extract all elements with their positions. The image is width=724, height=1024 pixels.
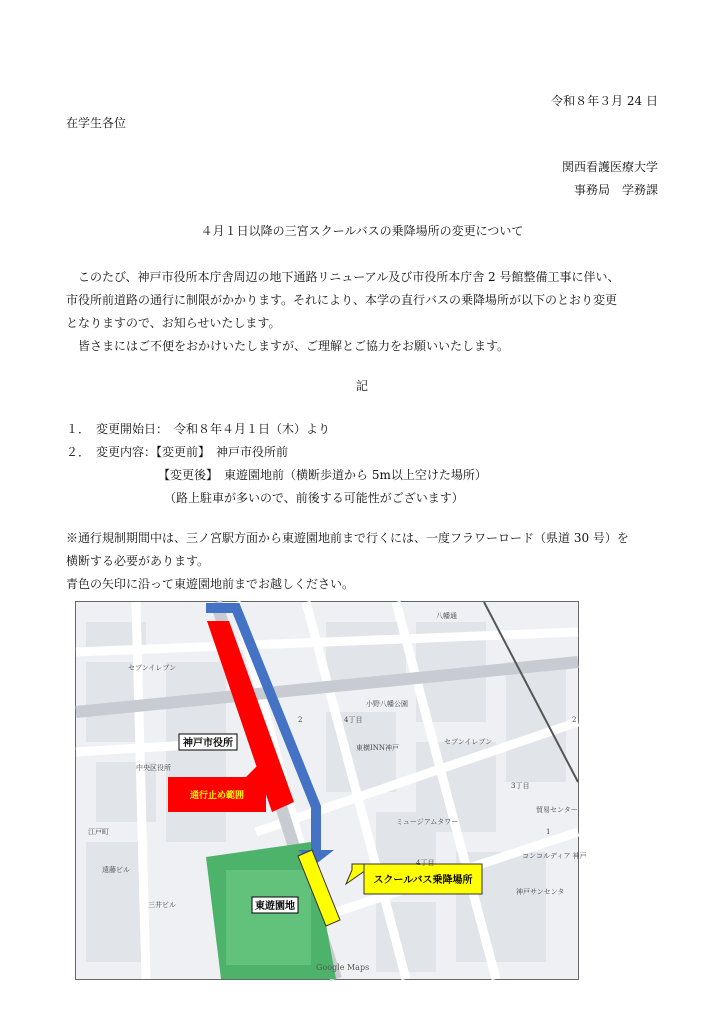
busstop-label: スクールバス乗降場所	[373, 875, 473, 886]
street-label: 2	[298, 716, 303, 724]
street-label: 4丁目	[344, 716, 363, 724]
body-line: 市役所前道路の通行に制限がかかります。それにより、本学の直行バスの乗降場所が以下のとおり変更	[66, 293, 618, 307]
change-start-date: １． 変更開始日： 令和８年４月１日（木）より	[66, 422, 331, 436]
street-label: 小野八幡公園	[366, 700, 408, 708]
park-inner	[226, 870, 311, 965]
notice-line: 横断する必要があります。	[66, 554, 210, 568]
street-label: 江戸町	[88, 828, 109, 836]
street-label: セブンイレブン	[444, 738, 493, 746]
issuer-department: 事務局 学務課	[573, 183, 658, 197]
street-label: 東横INN神戸	[356, 744, 400, 752]
recipient: 在学生各位	[66, 116, 127, 130]
restricted-label: 通行止め範囲	[189, 791, 245, 801]
street-label: 1	[546, 828, 551, 836]
street-label: ミュージアムタワー	[396, 818, 459, 826]
notice-line: 青色の矢印に沿って東遊園地前までお越しください。	[66, 577, 355, 591]
body-line: となりますので、お知らせいたします。	[66, 316, 281, 330]
street-label: 貿易センター	[536, 806, 578, 814]
body-line: このたび、神戸市役所本庁舎周辺の地下通路リニューアル及び市役所本庁舎 2 号館整備工事に伴い、	[66, 270, 620, 284]
street-label: 中央区役所	[136, 764, 171, 772]
street-label: 2	[572, 716, 577, 724]
street-label: 遠藤ビル	[102, 866, 130, 874]
street-label: 4丁目	[416, 859, 435, 867]
street-label: セブンイレブン	[128, 664, 177, 672]
document-title: ４月１日以降の三宮スクールバスの乗降場所の変更について	[200, 224, 524, 238]
body-line: 皆さまにはご不便をおかけいたしますが、ご理解とご協力をお願いいたします。	[66, 339, 510, 353]
change-after: 【変更後】 東遊園地前（横断歩道から 5m以上空けた場所）	[158, 468, 487, 482]
street-label: 八幡通	[436, 612, 457, 620]
body-text	[66, 266, 660, 358]
route-map	[75, 601, 587, 980]
street-label: 三井ビル	[148, 901, 176, 909]
park-label: 東遊園地	[255, 901, 295, 912]
street-label: 3丁目	[511, 782, 530, 790]
change-before: ２． 変更内容：【変更前】 神戸市役所前	[66, 445, 289, 459]
ki-heading: 記	[355, 379, 368, 393]
issuer-organization: 関西看護医療大学	[561, 160, 658, 174]
notice-line: ※通行規制期間中は、三ノ宮駅方面から東遊園地前まで行くには、一度フラワーロード（県道 30 号）を	[66, 531, 629, 545]
street-label: コンコルディア 神戸	[522, 852, 587, 860]
notice-text	[66, 527, 662, 596]
cityhall-label: 神戸市役所	[183, 738, 233, 749]
map-svg	[76, 602, 587, 979]
street-label: 神戸サンセンタ	[516, 888, 565, 896]
change-note: （路上駐車が多いので、前後する可能性がございます）	[164, 491, 464, 505]
date: 令和８年３月 24 日	[551, 94, 658, 108]
google-maps-logo: Google Maps	[316, 963, 370, 972]
